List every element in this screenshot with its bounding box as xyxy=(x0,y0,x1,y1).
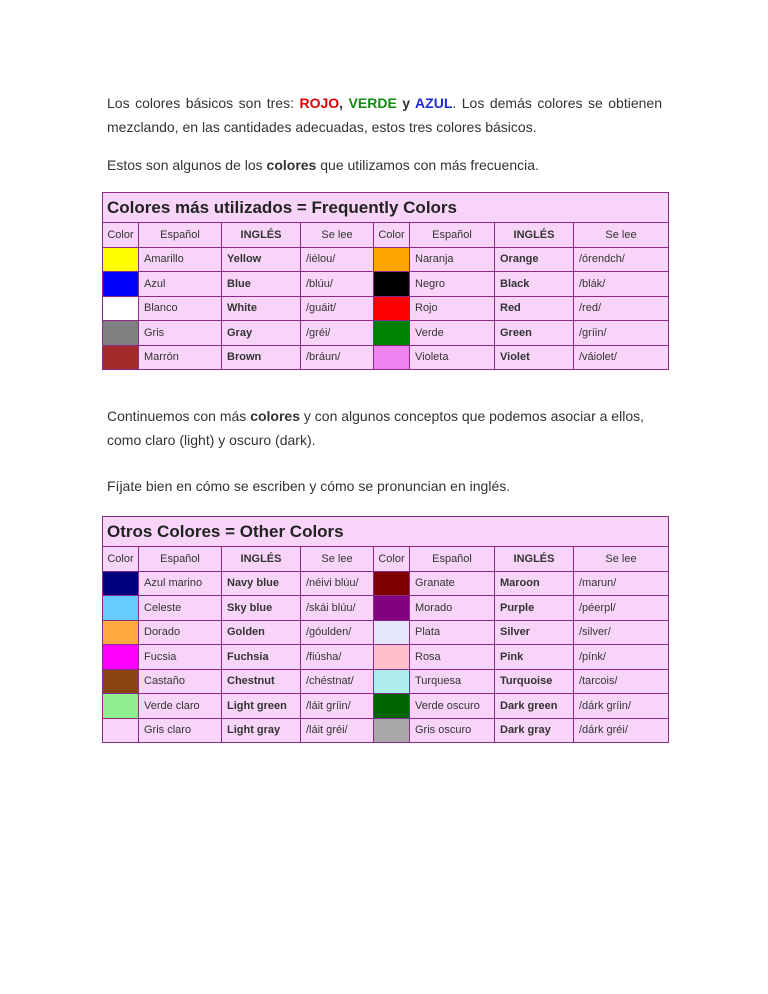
color-swatch xyxy=(103,571,139,596)
header-ingles: INGLÉS xyxy=(222,223,301,248)
pronunciation: /tarcois/ xyxy=(574,669,669,694)
table-row xyxy=(103,345,669,370)
pronunciation: /silver/ xyxy=(574,620,669,645)
pronunciation: /dárk gríin/ xyxy=(574,694,669,719)
pronunciation: /marun/ xyxy=(574,571,669,596)
table-row xyxy=(103,247,669,272)
english-name: Dark gray xyxy=(495,718,574,743)
table-title: Otros Colores = Other Colors xyxy=(103,517,669,547)
pronunciation: /néivi blúu/ xyxy=(301,571,374,596)
spanish-name: Gris xyxy=(139,321,222,346)
frequency-bold: colores xyxy=(266,157,317,173)
english-name: Chestnut xyxy=(222,669,301,694)
continue-text: Continuemos con más xyxy=(107,408,251,424)
english-name: Light gray xyxy=(222,718,301,743)
pronunciation-paragraph xyxy=(107,474,662,498)
color-swatch xyxy=(374,247,410,272)
header-ingles: INGLÉS xyxy=(222,547,301,572)
spanish-name: Turquesa xyxy=(410,669,495,694)
spanish-name: Rojo xyxy=(410,296,495,321)
spanish-name: Plata xyxy=(410,620,495,645)
english-name: Blue xyxy=(222,272,301,297)
header-color: Color xyxy=(374,223,410,248)
english-name: Red xyxy=(495,296,574,321)
table-row xyxy=(103,620,669,645)
color-swatch xyxy=(103,247,139,272)
english-name: Gray xyxy=(222,321,301,346)
table-row xyxy=(103,669,669,694)
english-name: Black xyxy=(495,272,574,297)
header-espanol: Español xyxy=(139,547,222,572)
header-selee: Se lee xyxy=(301,547,374,572)
table-row xyxy=(103,321,669,346)
intro-y: y xyxy=(396,95,416,111)
pronunciation: /blúu/ xyxy=(301,272,374,297)
spanish-name: Blanco xyxy=(139,296,222,321)
color-swatch xyxy=(374,596,410,621)
intro-text: Los colores básicos son tres: xyxy=(107,95,300,111)
word-azul: AZUL xyxy=(415,95,453,111)
english-name: Green xyxy=(495,321,574,346)
color-swatch xyxy=(374,645,410,670)
table-header-row xyxy=(103,547,669,572)
spanish-name: Amarillo xyxy=(139,247,222,272)
other-colors-table xyxy=(102,516,669,743)
spanish-name: Azul marino xyxy=(139,571,222,596)
english-name: Yellow xyxy=(222,247,301,272)
frequency-text: Estos son algunos de los xyxy=(107,157,267,173)
spanish-name: Celeste xyxy=(139,596,222,621)
spanish-name: Verde claro xyxy=(139,694,222,719)
spanish-name: Azul xyxy=(139,272,222,297)
pronunciation: /skái blúu/ xyxy=(301,596,374,621)
table-row xyxy=(103,645,669,670)
spanish-name: Morado xyxy=(410,596,495,621)
color-swatch xyxy=(374,296,410,321)
header-color: Color xyxy=(374,547,410,572)
spanish-name: Fucsia xyxy=(139,645,222,670)
header-color: Color xyxy=(103,547,139,572)
continue-text-end: y con algunos conceptos que podemos asociar a ellos, como claro (light) y oscuro (dark). xyxy=(107,408,644,448)
pronunciation: /váiolet/ xyxy=(574,345,669,370)
table-row xyxy=(103,596,669,621)
pronunciation: /gríin/ xyxy=(574,321,669,346)
word-rojo: ROJO xyxy=(299,95,340,111)
table-row xyxy=(103,571,669,596)
spanish-name: Castaño xyxy=(139,669,222,694)
pronunciation: /láit gríin/ xyxy=(301,694,374,719)
english-name: Maroon xyxy=(495,571,574,596)
spanish-name: Negro xyxy=(410,272,495,297)
pronunciation: /iélou/ xyxy=(301,247,374,272)
color-swatch xyxy=(103,296,139,321)
color-swatch xyxy=(374,694,410,719)
english-name: Navy blue xyxy=(222,571,301,596)
spanish-name: Verde oscuro xyxy=(410,694,495,719)
intro-paragraph xyxy=(107,91,662,139)
pronunciation: /fiúsha/ xyxy=(301,645,374,670)
pronunciation: /órendch/ xyxy=(574,247,669,272)
continue-paragraph xyxy=(107,404,662,452)
english-name: Purple xyxy=(495,596,574,621)
spanish-name: Marrón xyxy=(139,345,222,370)
header-espanol: Español xyxy=(139,223,222,248)
pronunciation: /gréi/ xyxy=(301,321,374,346)
header-selee: Se lee xyxy=(574,547,669,572)
header-espanol: Español xyxy=(410,223,495,248)
color-swatch xyxy=(103,718,139,743)
spanish-name: Gris oscuro xyxy=(410,718,495,743)
spanish-name: Gris claro xyxy=(139,718,222,743)
spanish-name: Rosa xyxy=(410,645,495,670)
color-swatch xyxy=(103,321,139,346)
color-swatch xyxy=(103,620,139,645)
intro-text-end: . Los demás colores se obtienen mezclando, en las cantidades adecuadas, estos tres colores básicos. xyxy=(107,95,662,135)
table-row xyxy=(103,694,669,719)
english-name: White xyxy=(222,296,301,321)
color-swatch xyxy=(103,694,139,719)
pronunciation: /red/ xyxy=(574,296,669,321)
table-row xyxy=(103,296,669,321)
color-swatch xyxy=(374,321,410,346)
color-swatch xyxy=(374,272,410,297)
color-swatch xyxy=(103,272,139,297)
english-name: Light green xyxy=(222,694,301,719)
pronunciation: /pínk/ xyxy=(574,645,669,670)
frequent-colors-table xyxy=(102,192,669,370)
english-name: Dark green xyxy=(495,694,574,719)
pronunciation: /péerpl/ xyxy=(574,596,669,621)
intro-comma: , xyxy=(339,95,349,111)
header-espanol: Español xyxy=(410,547,495,572)
frequency-text-end: que utilizamos con más frecuencia. xyxy=(316,157,539,173)
english-name: Fuchsia xyxy=(222,645,301,670)
spanish-name: Verde xyxy=(410,321,495,346)
english-name: Violet xyxy=(495,345,574,370)
table-title: Colores más utilizados = Frequently Colors xyxy=(103,193,669,223)
color-swatch xyxy=(374,571,410,596)
pronunciation: /láit gréi/ xyxy=(301,718,374,743)
header-selee: Se lee xyxy=(574,223,669,248)
spanish-name: Dorado xyxy=(139,620,222,645)
spanish-name: Violeta xyxy=(410,345,495,370)
table-row xyxy=(103,718,669,743)
pronunciation: /guáit/ xyxy=(301,296,374,321)
continue-bold: colores xyxy=(250,408,300,424)
frequency-paragraph xyxy=(107,153,662,177)
color-swatch xyxy=(374,620,410,645)
pronunciation-text: Fíjate bien en cómo se escriben y cómo se pronuncian en inglés. xyxy=(107,478,511,494)
english-name: Golden xyxy=(222,620,301,645)
english-name: Orange xyxy=(495,247,574,272)
word-verde: VERDE xyxy=(348,95,397,111)
english-name: Silver xyxy=(495,620,574,645)
english-name: Turquoise xyxy=(495,669,574,694)
english-name: Sky blue xyxy=(222,596,301,621)
pronunciation: /góulden/ xyxy=(301,620,374,645)
table-header-row xyxy=(103,223,669,248)
header-selee: Se lee xyxy=(301,223,374,248)
spanish-name: Granate xyxy=(410,571,495,596)
pronunciation: /bráun/ xyxy=(301,345,374,370)
english-name: Brown xyxy=(222,345,301,370)
color-swatch xyxy=(103,645,139,670)
color-swatch xyxy=(374,669,410,694)
pronunciation: /blák/ xyxy=(574,272,669,297)
english-name: Pink xyxy=(495,645,574,670)
color-swatch xyxy=(103,345,139,370)
spanish-name: Naranja xyxy=(410,247,495,272)
color-swatch xyxy=(103,596,139,621)
color-swatch xyxy=(374,718,410,743)
color-swatch xyxy=(103,669,139,694)
table-row xyxy=(103,272,669,297)
header-color: Color xyxy=(103,223,139,248)
pronunciation: /dárk gréi/ xyxy=(574,718,669,743)
pronunciation: /chéstnat/ xyxy=(301,669,374,694)
header-ingles: INGLÉS xyxy=(495,223,574,248)
color-swatch xyxy=(374,345,410,370)
header-ingles: INGLÉS xyxy=(495,547,574,572)
